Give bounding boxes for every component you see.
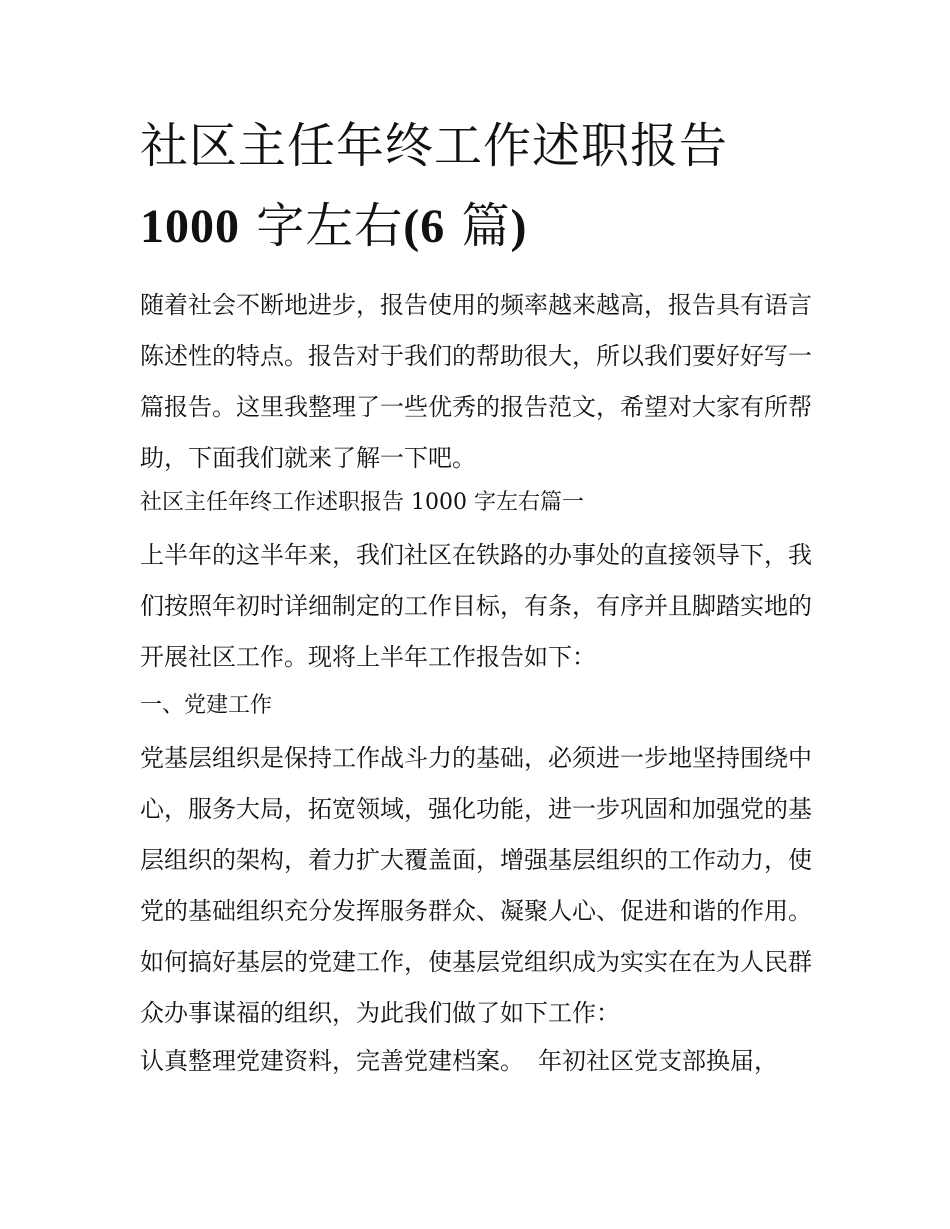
section-title: 社区主任年终工作述职报告 1000 字左右篇一 (140, 490, 584, 515)
title-number: 1000 (140, 200, 240, 253)
paragraph-1: 上半年的这半年来，我们社区在铁路的办事处的直接领导下，我们按照年初时详细制定的工作目标，有条，有序并且脚踏实地的开展社区工作。现将上半年工作报告如下： (140, 541, 812, 671)
title-paren-open: ( (403, 200, 421, 253)
title-count: 6 (420, 200, 446, 253)
last-line-part-a: 认真整理党建资料，完善党建档案。 (140, 1047, 524, 1075)
title-pian: 篇 (445, 198, 511, 254)
title-paren-close: ) (510, 200, 528, 253)
intro-paragraph: 随着社会不断地进步，报告使用的频率越来越高，报告具有语言陈述性的特点。报告对于我们的帮助很大，所以我们要好好写一篇报告。这里我整理了一些优秀的报告范文，希望对大家有所帮助，下面我们就来了解一下吧。 (140, 291, 812, 472)
last-line-part-b: 年初社区党支部换届， (538, 1047, 778, 1075)
document-title-line2 (140, 198, 830, 254)
paragraph-2: 党基层组织是保持工作战斗力的基础，必须进一步地坚持围绕中心，服务大局，拓宽领域，强化功能，进一步巩固和加强党的基层组织的架构，着力扩大覆盖面，增强基层组织的工作动力，使党的基础组织充分发挥服务群众、凝聚人心、促进和谐的作用。如何搞好基层的党建工作，使基层党组织成为实实在在为人民群众办事谋福的组织，为此我们做了如下工作： (140, 744, 812, 1027)
heading-party-building: 一、党建工作 (140, 693, 273, 718)
title-words: 字左右 (240, 198, 404, 254)
paragraph-3-first-line (140, 1046, 778, 1076)
document-title-line1: 社区主任年终工作述职报告 (140, 118, 729, 174)
